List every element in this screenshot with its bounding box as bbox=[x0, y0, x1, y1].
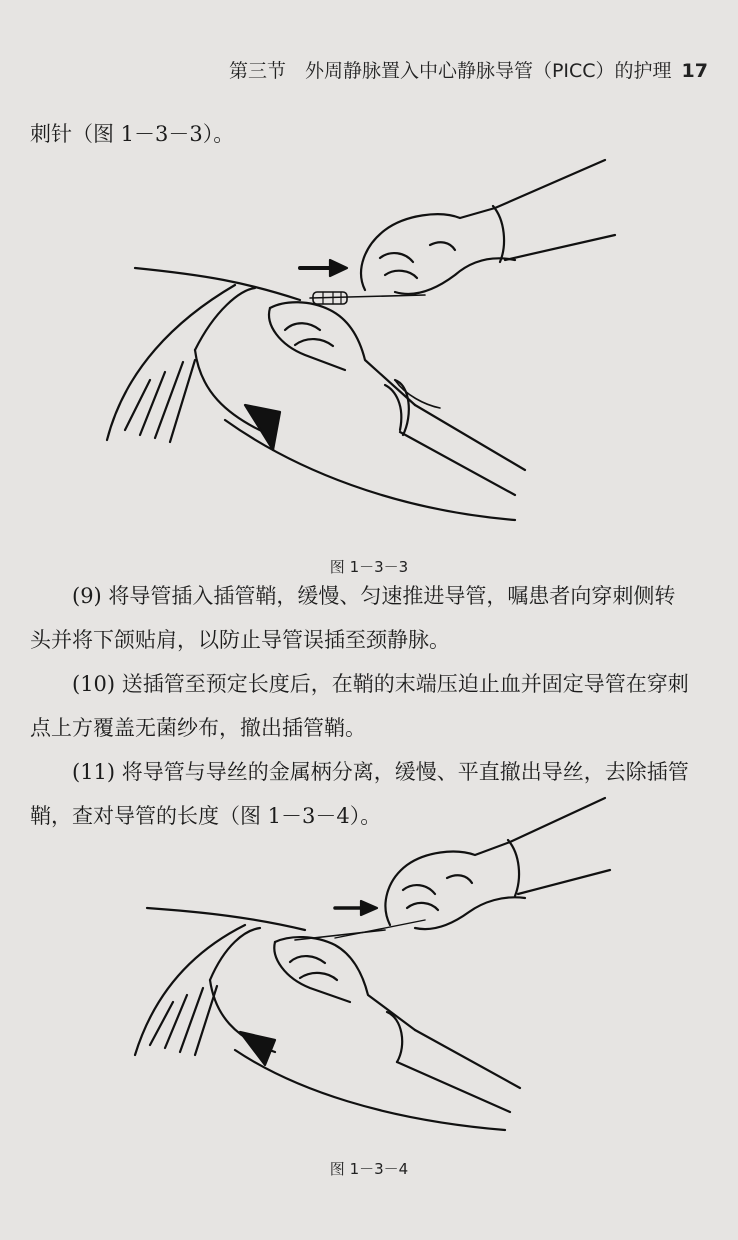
running-header bbox=[0, 56, 708, 83]
paragraph-step-10: (10) 送插管至预定长度后，在鞘的末端压迫止血并固定导管在穿刺点上方覆盖无菌纱布，撤出插管鞘。 bbox=[30, 672, 689, 740]
figure-1-3-3-caption: 图 1－3－3 bbox=[329, 558, 409, 576]
figure-1-3-4-illustration bbox=[125, 790, 615, 1140]
paragraph-step-11: (11) 将导管与导丝的金属柄分离，缓慢、平直撤出导丝，去除插管鞘，查对导管的长度（图 1－3－4）。 bbox=[30, 760, 689, 828]
paragraph-continuation: 刺针（图 1－3－3）。 bbox=[30, 122, 235, 146]
paragraph-step-9: (9) 将导管插入插管鞘，缓慢、匀速推进导管，嘱患者向穿刺侧转头并将下颌贴肩，以防止导管误插至颈静脉。 bbox=[30, 584, 676, 652]
page-number: 17 bbox=[681, 60, 708, 82]
figure-1-3-4-caption: 图 1－3－4 bbox=[329, 1160, 409, 1178]
figure-1-3-3-illustration bbox=[95, 150, 635, 550]
header-section-title: 第三节 外周静脉置入中心静脉导管（PICC）的护理 bbox=[228, 60, 672, 82]
